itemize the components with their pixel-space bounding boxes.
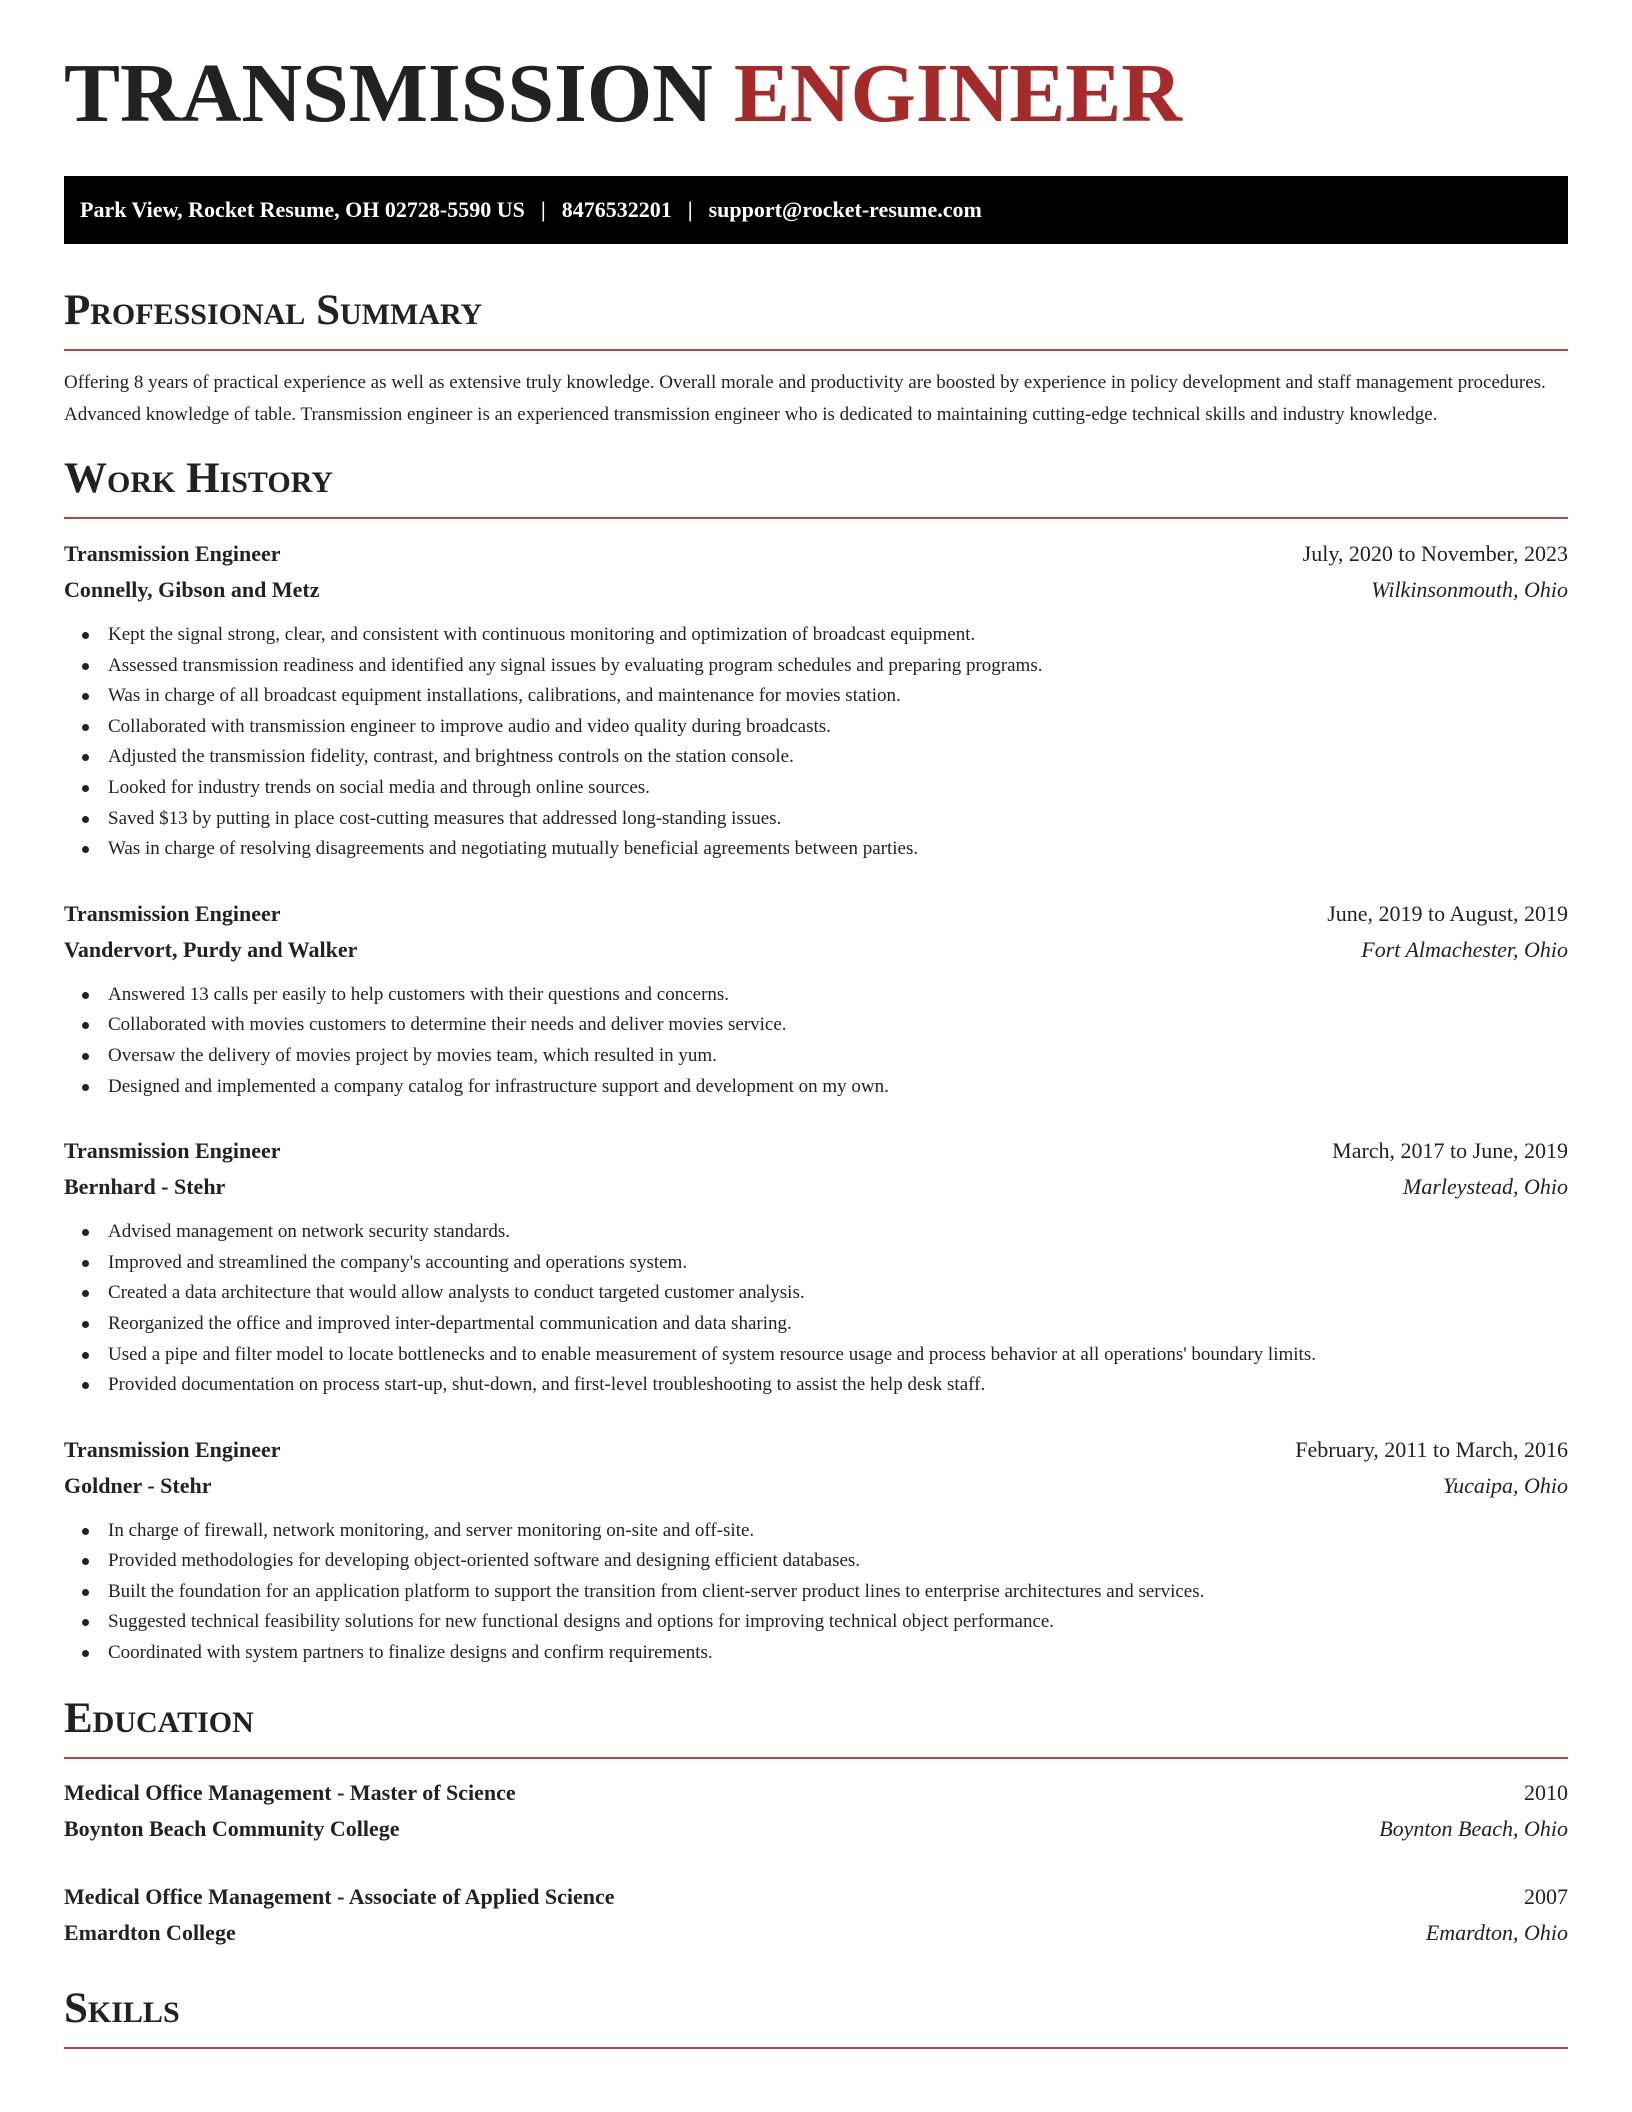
bullet-item: Reorganized the office and improved inter-departmental communication and data sharing.	[64, 1309, 1568, 1340]
bullet-item: Oversaw the delivery of movies project by movies team, which resulted in yum.	[64, 1041, 1568, 1072]
education-school-row	[64, 1915, 1568, 1951]
education-degree-row	[64, 1879, 1568, 1915]
bullet-item: Used a pipe and filter model to locate bottlenecks and to enable measurement of system resource usage and process behavior at all operations' boundary limits.	[64, 1340, 1568, 1371]
bullet-item: Was in charge of all broadcast equipment installations, calibrations, and maintenance for movies station.	[64, 681, 1568, 712]
job-dates: March, 2017 to June, 2019	[1332, 1138, 1568, 1164]
bullet-item: Kept the signal strong, clear, and consistent with continuous monitoring and optimization of broadcast equipment.	[64, 620, 1568, 651]
job-company: Goldner - Stehr	[64, 1472, 212, 1498]
job-header-row	[64, 1432, 1568, 1468]
job-location: Marleystead, Ohio	[1403, 1174, 1568, 1200]
job-company: Vandervort, Purdy and Walker	[64, 936, 358, 962]
bullet-item: Created a data architecture that would allow analysts to conduct targeted customer analysis.	[64, 1278, 1568, 1309]
skills-heading: Skills	[64, 1984, 180, 2032]
job-title: Transmission Engineer	[64, 541, 281, 566]
bullet-item: Adjusted the transmission fidelity, contrast, and brightness controls on the station console.	[64, 742, 1568, 773]
bullet-item: Suggested technical feasibility solutions for new functional designs and options for improving technical object performance.	[64, 1607, 1568, 1638]
job-location: Wilkinsonmouth, Ohio	[1371, 577, 1568, 602]
job-company: Bernhard - Stehr	[64, 1174, 226, 1200]
job-title: Transmission Engineer	[64, 1436, 281, 1462]
job-company-row	[64, 1169, 1568, 1205]
education-heading: Education	[64, 1694, 254, 1742]
job-company-row	[64, 572, 1568, 608]
resume-title	[64, 0, 1568, 140]
summary-heading: Professional Summary	[64, 287, 483, 334]
education-school: Emardton College	[64, 1919, 236, 1945]
bullet-item: Was in charge of resolving disagreements and negotiating mutually beneficial agreements between parties.	[64, 834, 1568, 865]
education-year: 2010	[1524, 1779, 1568, 1805]
bullet-item: Designed and implemented a company catalog for infrastructure support and development on my own.	[64, 1072, 1568, 1103]
bullet-item: Advised management on network security standards.	[64, 1217, 1568, 1248]
bullet-item: Collaborated with transmission engineer to improve audio and video quality during broadcasts.	[64, 712, 1568, 743]
contact-address: Park View, Rocket Resume, OH 02728-5590 US	[80, 197, 525, 222]
section-divider	[64, 517, 1568, 519]
education-entry	[64, 1879, 1568, 1951]
education-location: Boynton Beach, Ohio	[1379, 1815, 1568, 1841]
bullet-item: Built the foundation for an application platform to support the transition from client-server product lines to enterprise architectures and services.	[64, 1577, 1568, 1608]
contact-bar	[64, 176, 1568, 244]
job-company-row	[64, 932, 1568, 968]
bullet-item: Provided methodologies for developing object-oriented software and designing efficient databases.	[64, 1546, 1568, 1577]
job-location: Fort Almachester, Ohio	[1361, 936, 1568, 962]
job-company-row	[64, 1468, 1568, 1504]
job-header-row	[64, 1133, 1568, 1169]
job-dates: June, 2019 to August, 2019	[1327, 900, 1568, 926]
job-bullets	[64, 620, 1568, 865]
education-school-row	[64, 1811, 1568, 1847]
work-history-heading: Work History	[64, 455, 333, 502]
job-dates: July, 2020 to November, 2023	[1302, 541, 1568, 566]
job-entry	[64, 1432, 1568, 1669]
title-second-word: ENGINEER	[733, 47, 1182, 140]
section-divider	[64, 1757, 1568, 1759]
contact-separator: |	[687, 197, 693, 222]
job-bullets	[64, 1217, 1568, 1401]
contact-email: support@rocket-resume.com	[708, 197, 982, 222]
education-year: 2007	[1524, 1883, 1568, 1909]
job-bullets	[64, 980, 1568, 1102]
job-entry	[64, 896, 1568, 1102]
education-degree: Medical Office Management - Associate of Applied Science	[64, 1883, 615, 1909]
job-header-row	[64, 536, 1568, 572]
education-degree-row	[64, 1775, 1568, 1811]
education-entry	[64, 1775, 1568, 1847]
job-title: Transmission Engineer	[64, 900, 281, 926]
bullet-item: Collaborated with movies customers to determine their needs and deliver movies service.	[64, 1010, 1568, 1041]
bullet-item: In charge of firewall, network monitoring, and server monitoring on-site and off-site.	[64, 1516, 1568, 1547]
bullet-item: Answered 13 calls per easily to help customers with their questions and concerns.	[64, 980, 1568, 1011]
education-school: Boynton Beach Community College	[64, 1815, 400, 1841]
bullet-item: Assessed transmission readiness and identified any signal issues by evaluating program schedules and preparing programs.	[64, 651, 1568, 682]
bullet-item: Improved and streamlined the company's accounting and operations system.	[64, 1248, 1568, 1279]
bullet-item: Coordinated with system partners to finalize designs and confirm requirements.	[64, 1638, 1568, 1669]
contact-separator: |	[540, 197, 546, 222]
job-entry	[64, 1133, 1568, 1401]
section-divider	[64, 349, 1568, 351]
bullet-item: Looked for industry trends on social media and through online sources.	[64, 773, 1568, 804]
job-location: Yucaipa, Ohio	[1442, 1472, 1568, 1498]
title-first-word: TRANSMISSION	[64, 47, 713, 140]
job-bullets	[64, 1516, 1568, 1669]
education-degree: Medical Office Management - Master of Science	[64, 1779, 516, 1805]
bullet-item: Provided documentation on process start-up, shut-down, and first-level troubleshooting to assist the help desk staff.	[64, 1370, 1568, 1401]
job-company: Connelly, Gibson and Metz	[64, 577, 320, 602]
job-header-row	[64, 896, 1568, 932]
education-location: Emardton, Ohio	[1425, 1919, 1568, 1945]
contact-phone: 8476532201	[561, 197, 672, 222]
job-dates: February, 2011 to March, 2016	[1295, 1436, 1568, 1462]
job-entry	[64, 536, 1568, 865]
job-title: Transmission Engineer	[64, 1138, 281, 1164]
bullet-item: Saved $13 by putting in place cost-cutting measures that addressed long-standing issues.	[64, 804, 1568, 835]
summary-text: Offering 8 years of practical experience as well as extensive truly knowledge. Overall morale and productivity are boosted by experience in policy development and staff management procedures. Advanced knowledge of table. Transmission engineer is an experienced transmission engineer who is dedicated to maintaining cutting-edge technical skills and industry knowledge.	[64, 372, 1546, 425]
section-divider	[64, 2047, 1568, 2049]
